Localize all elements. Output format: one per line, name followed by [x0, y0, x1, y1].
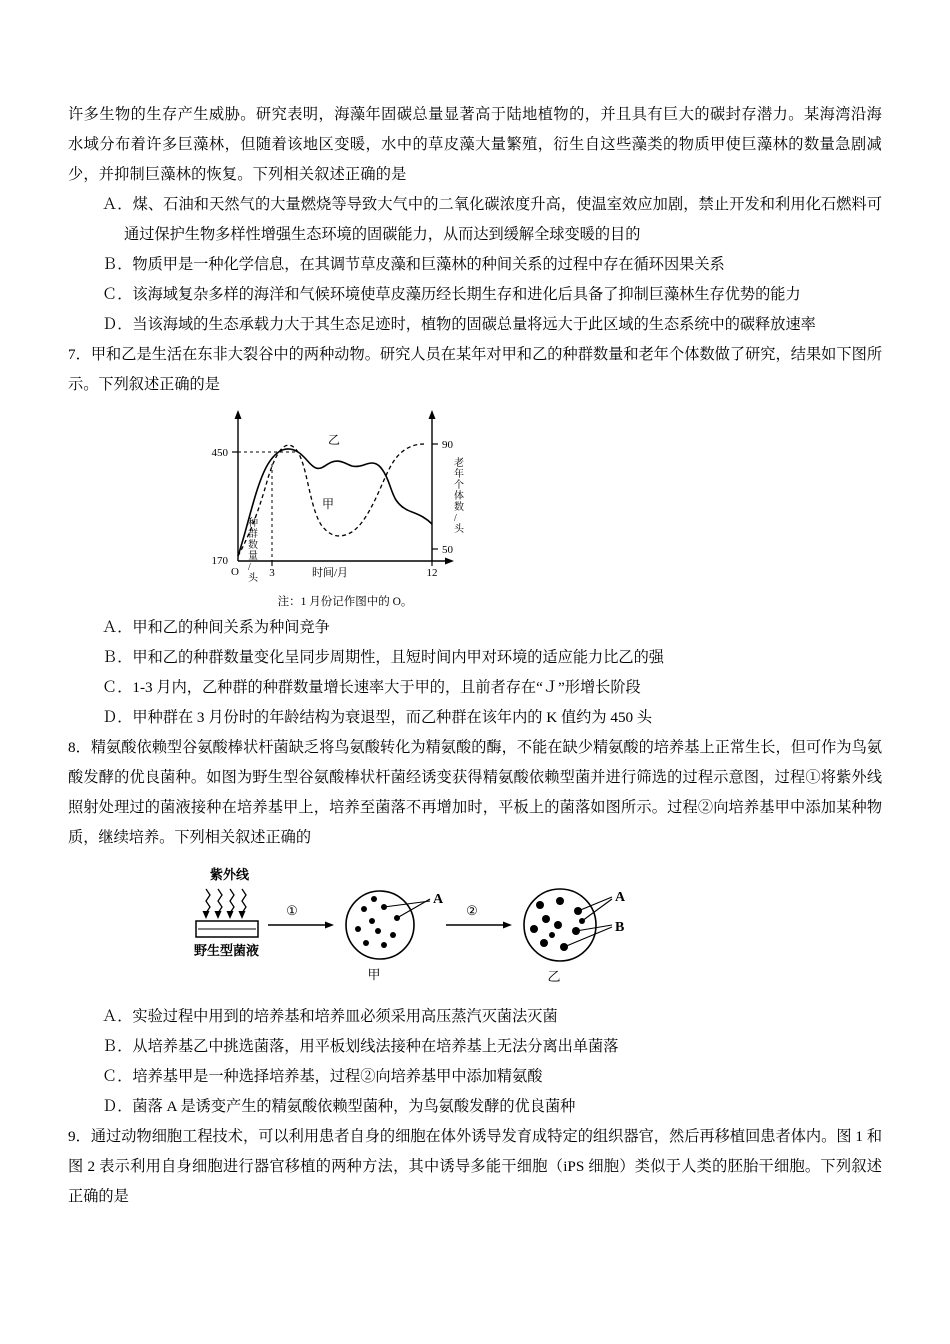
- paragraph-continuation: 许多生物的生存产生威胁。研究表明，海藻年固碳总量显著高于陆地植物的，并且具有巨大的碳封存潜力。某海湾沿海水域分布着许多巨藻林，但随着该地区变暖，水中的草皮藻大量繁殖，衍生自这些藻类的物质甲使巨藻林的数量急剧减少，并抑制巨藻林的恢复。下列相关叙述正确的是: [68, 106, 882, 183]
- svg-text:紫外线: 紫外线: [210, 867, 250, 882]
- svg-text:乙: 乙: [547, 969, 561, 984]
- svg-text:3: 3: [269, 567, 275, 579]
- q9-stem: 9．通过动物细胞工程技术，可以利用患者自身的细胞在体外诱导发育成特定的组织器官，然后再移植回患者体内。图 1 和图 2 表示利用自身细胞进行器官移植的两种方法，其中诱导多能干细胞（iPS 细胞）类似于人类的胚胎干细胞。下列叙述正确的是: [68, 1128, 882, 1205]
- q7-stem: 7．甲和乙是生活在东非大裂谷中的两种动物。研究人员在某年对甲和乙的种群数量和老年个体数做了研究，结果如下图所示。下列叙述正确的是: [68, 346, 882, 393]
- svg-text:O: O: [231, 566, 239, 578]
- q7-option-b: Ｂ．甲和乙的种群数量变化呈同步周期性，且短时间内甲对环境的适应能力比乙的强: [102, 649, 664, 666]
- svg-text:B: B: [615, 920, 625, 935]
- svg-text:12: 12: [426, 567, 438, 579]
- svg-text:老 年 个: 老 年 个 体 数 / 头: [454, 458, 464, 535]
- q7-population-chart: [180, 406, 510, 591]
- svg-text:时间/月: 时间/月: [311, 567, 349, 579]
- q8-option-a: Ａ．实验过程中用到的培养基和培养皿必须采用高压蒸汽灭菌法灭菌: [102, 1008, 558, 1025]
- q7-figure-note: 注：1 月份记作图中的 O。: [277, 596, 413, 608]
- q8-option-d: Ｄ．菌落 A 是诱变产生的精氨酸依赖型菌种，为鸟氨酸发酵的优良菌种: [102, 1098, 576, 1115]
- svg-text:①: ①: [286, 903, 298, 918]
- svg-text:乙: 乙: [328, 433, 341, 447]
- svg-text:A: A: [615, 890, 626, 905]
- q8-option-b: Ｂ．从培养基乙中挑选菌落，用平板划线法接种在培养基上无法分离出单菌落: [102, 1038, 619, 1055]
- svg-text:种 群 数: 种 群 数 量 / 头: [248, 518, 258, 584]
- svg-text:甲: 甲: [367, 967, 381, 982]
- q6-option-c: Ｃ．该海域复杂多样的海洋和气候环境使草皮藻历经长期生存和进化后具备了抑制巨藻林生存优势的能力: [102, 286, 801, 303]
- svg-text:甲: 甲: [322, 497, 335, 511]
- svg-text:②: ②: [466, 903, 478, 918]
- q7-option-c: Ｃ．1-3 月内，乙种群的种群数量增长速率大于甲的，且前者存在“Ｊ”形增长阶段: [102, 679, 641, 696]
- q6-option-d: Ｄ．当该海域的生态承载力大于其生态足迹时，植物的固碳总量将远大于此区域的生态系统中的碳释放速率: [102, 316, 816, 333]
- svg-text:170: 170: [211, 555, 228, 567]
- svg-text:A: A: [433, 892, 444, 907]
- svg-text:450: 450: [211, 447, 228, 459]
- q6-option-b: Ｂ．物质甲是一种化学信息，在其调节草皮藻和巨藻林的种间关系的过程中存在循环因果关系: [102, 256, 725, 273]
- svg-text:50: 50: [442, 544, 453, 556]
- q6-option-a: Ａ．煤、石油和天然气的大量燃烧等导致大气中的二氧化碳浓度升高，使温室效应加剧，禁止开发和利用化石燃料可通过保护生物多样性增强生态环境的固碳能力，从而达到缓解全球变暖的目的: [102, 196, 882, 243]
- q8-process-diagram: [188, 863, 748, 998]
- q7-option-d: Ｄ．甲种群在 3 月份时的年龄结构为衰退型，而乙种群在该年内的 K 值约为 450 头: [102, 709, 653, 726]
- svg-text:野生型菌液: 野生型菌液: [194, 943, 260, 958]
- q8-option-c: Ｃ．培养基甲是一种选择培养基，过程②向培养基甲中添加精氨酸: [102, 1068, 543, 1085]
- q8-stem: 8．精氨酸依赖型谷氨酸棒状杆菌缺乏将鸟氨酸转化为精氨酸的酶，不能在缺少精氨酸的培养基上正常生长，但可作为鸟氨酸发酵的优良菌种。如图为野生型谷氨酸棒状杆菌经诱变获得精氨酸依赖型菌并进行筛选的过程示意图，过程①将紫外线照射处理过的菌液接种在培养基甲上，培养至菌落不再增加时，平板上的菌落如图所示。过程②向培养基甲中添加某种物质，继续培养。下列相关叙述正确的: [68, 739, 882, 846]
- svg-text:90: 90: [442, 439, 453, 451]
- q7-option-a: Ａ．甲和乙的种间关系为种间竞争: [102, 619, 330, 636]
